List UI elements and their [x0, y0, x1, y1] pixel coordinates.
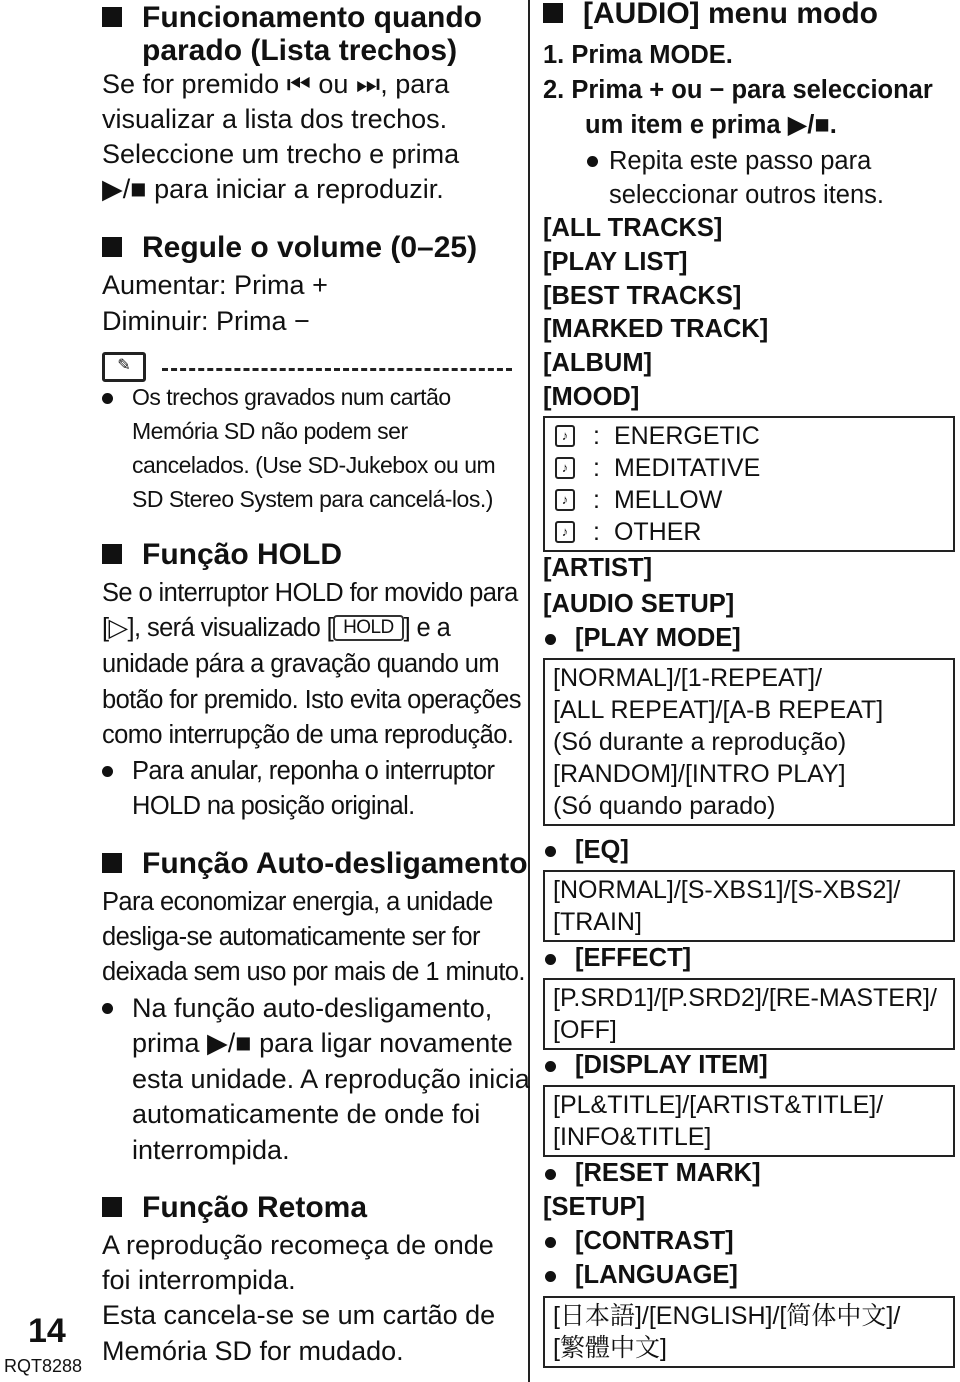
bullet-icon	[102, 1003, 113, 1014]
bullet-icon	[545, 954, 556, 965]
bullet-icon	[545, 634, 556, 645]
auto-off-bullet-text: Na função auto-desligamento,	[132, 993, 493, 1023]
square-bullet-icon	[543, 3, 563, 23]
square-bullet-icon	[102, 7, 122, 27]
note-icon: ✎	[102, 352, 146, 382]
effect-box: [P.SRD1]/[P.SRD2]/[RE-MASTER]/ [OFF]	[543, 978, 955, 1050]
display-item-box: [PL&TITLE]/[ARTIST&TITLE]/ [INFO&TITLE]	[543, 1085, 955, 1157]
bullet-icon	[545, 1061, 556, 1072]
bullet-icon	[545, 1169, 556, 1180]
volume-down-text: Diminuir: Prima −	[102, 306, 310, 336]
language-box: [日本語]/[ENGLISH]/[简体中文]/ [繁體中文]	[543, 1296, 955, 1368]
menu-item-play-list: [PLAY LIST]	[543, 248, 688, 276]
stopped-text: Seleccione um trecho e prima	[102, 139, 460, 169]
menu-item-contrast: [CONTRAST]	[575, 1227, 734, 1255]
mood-row-energetic: ♪ : ENERGETIC	[555, 420, 945, 452]
energetic-icon: ♪	[555, 425, 575, 447]
menu-item-play-mode: [PLAY MODE]	[575, 624, 741, 652]
auto-off-bullet-text: interrompida.	[132, 1135, 290, 1165]
auto-off-text: desliga-se automaticamente ser for	[102, 923, 480, 951]
resume-text: A reprodução recomeça de onde	[102, 1230, 494, 1260]
resume-text: Esta cancela-se se um cartão de	[102, 1300, 496, 1330]
menu-item-audio-setup: [AUDIO SETUP]	[543, 590, 735, 618]
hold-text: [▷], será visualizado [ HOLD ] e a	[102, 614, 451, 642]
note-dashed-rule	[162, 368, 512, 371]
auto-off-text: Para economizar energia, a unidade	[102, 888, 493, 916]
play-mode-box: [NORMAL]/[1-REPEAT]/ [ALL REPEAT]/[A-B REPEAT] (Só durante a reprodução) [RANDOM]/[INTRO PLAY] (Só quando parado)	[543, 658, 955, 826]
note-text: Os trechos gravados num cartão	[132, 384, 451, 410]
menu-item-display-item: [DISPLAY ITEM]	[575, 1051, 768, 1079]
mellow-icon: ♪	[555, 489, 575, 511]
bullet-icon	[102, 766, 113, 777]
auto-off-bullet-text: prima ▶/■ para ligar novamente	[132, 1028, 513, 1058]
mood-row-other: ♪ : OTHER	[555, 516, 945, 548]
mood-box	[543, 416, 955, 552]
stopped-text: ▶/■ para iniciar a reproduzir.	[102, 174, 444, 204]
resume-text: foi interrompida.	[102, 1265, 296, 1295]
note-text: cancelados. (Use SD-Jukebox ou um	[132, 452, 496, 478]
auto-off-text: deixada sem uso por mais de 1 minuto.	[102, 958, 525, 986]
menu-item-reset-mark: [RESET MARK]	[575, 1159, 761, 1187]
step-2-cont: um item e prima ▶/■.	[585, 111, 837, 139]
hold-indicator: HOLD	[333, 615, 403, 641]
hold-bullet-text: Para anular, reponha o interruptor	[132, 757, 495, 785]
auto-off-bullet-text: automaticamente de onde foi	[132, 1099, 481, 1129]
square-bullet-icon	[102, 237, 122, 257]
square-bullet-icon	[102, 544, 122, 564]
menu-item-effect: [EFFECT]	[575, 944, 692, 972]
document-code: RQT8288	[4, 1356, 83, 1376]
menu-item-marked-track: [MARKED TRACK]	[543, 315, 769, 343]
eq-box: [NORMAL]/[S-XBS1]/[S-XBS2]/ [TRAIN]	[543, 870, 955, 942]
square-bullet-icon	[102, 853, 122, 873]
mood-row-meditative: ♪ : MEDITATIVE	[555, 452, 945, 484]
hold-text: unidade pára a gravação quando um	[102, 650, 500, 678]
column-divider	[528, 0, 530, 1382]
volume-up-text: Aumentar: Prima +	[102, 270, 328, 300]
bullet-icon	[545, 846, 556, 857]
step-bullet-text: seleccionar outros itens.	[609, 181, 884, 209]
mood-row-mellow: ♪ : MELLOW	[555, 484, 945, 516]
menu-item-mood: [MOOD]	[543, 383, 640, 411]
step-2: 2. Prima + ou − para seleccionar	[543, 76, 933, 104]
menu-item-language: [LANGUAGE]	[575, 1261, 738, 1289]
resume-text: Memória SD for mudado.	[102, 1336, 404, 1366]
step-bullet-text: Repita este passo para	[609, 147, 872, 175]
bullet-icon	[545, 1237, 556, 1248]
stopped-text: Se for premido ⏮ ou ⏭, para	[102, 69, 450, 99]
note-text: SD Stereo System para cancelá-los.)	[132, 486, 493, 512]
bullet-icon	[102, 393, 113, 404]
menu-item-all-tracks: [ALL TRACKS]	[543, 214, 723, 242]
hold-bullet-text: HOLD na posição original.	[132, 792, 415, 820]
hold-text: como interrupção de uma reprodução.	[102, 721, 514, 749]
hold-text: botão for premido. Isto evita operações	[102, 686, 521, 714]
other-icon: ♪	[555, 521, 575, 543]
bullet-icon	[545, 1271, 556, 1282]
hold-text: Se o interruptor HOLD for movido para	[102, 579, 518, 607]
stopped-text: visualizar a lista dos trechos.	[102, 104, 448, 134]
step-1: 1. Prima MODE.	[543, 41, 733, 69]
menu-item-eq: [EQ]	[575, 836, 629, 864]
menu-item-album: [ALBUM]	[543, 349, 653, 377]
note-text: Memória SD não podem ser	[132, 418, 408, 444]
square-bullet-icon	[102, 1197, 122, 1217]
page-number: 14	[28, 1312, 66, 1350]
menu-item-best-tracks: [BEST TRACKS]	[543, 282, 742, 310]
menu-item-setup: [SETUP]	[543, 1193, 645, 1221]
auto-off-bullet-text: esta unidade. A reprodução inicia	[132, 1064, 530, 1094]
bullet-icon	[587, 156, 598, 167]
meditative-icon: ♪	[555, 457, 575, 479]
menu-item-artist: [ARTIST]	[543, 554, 653, 582]
